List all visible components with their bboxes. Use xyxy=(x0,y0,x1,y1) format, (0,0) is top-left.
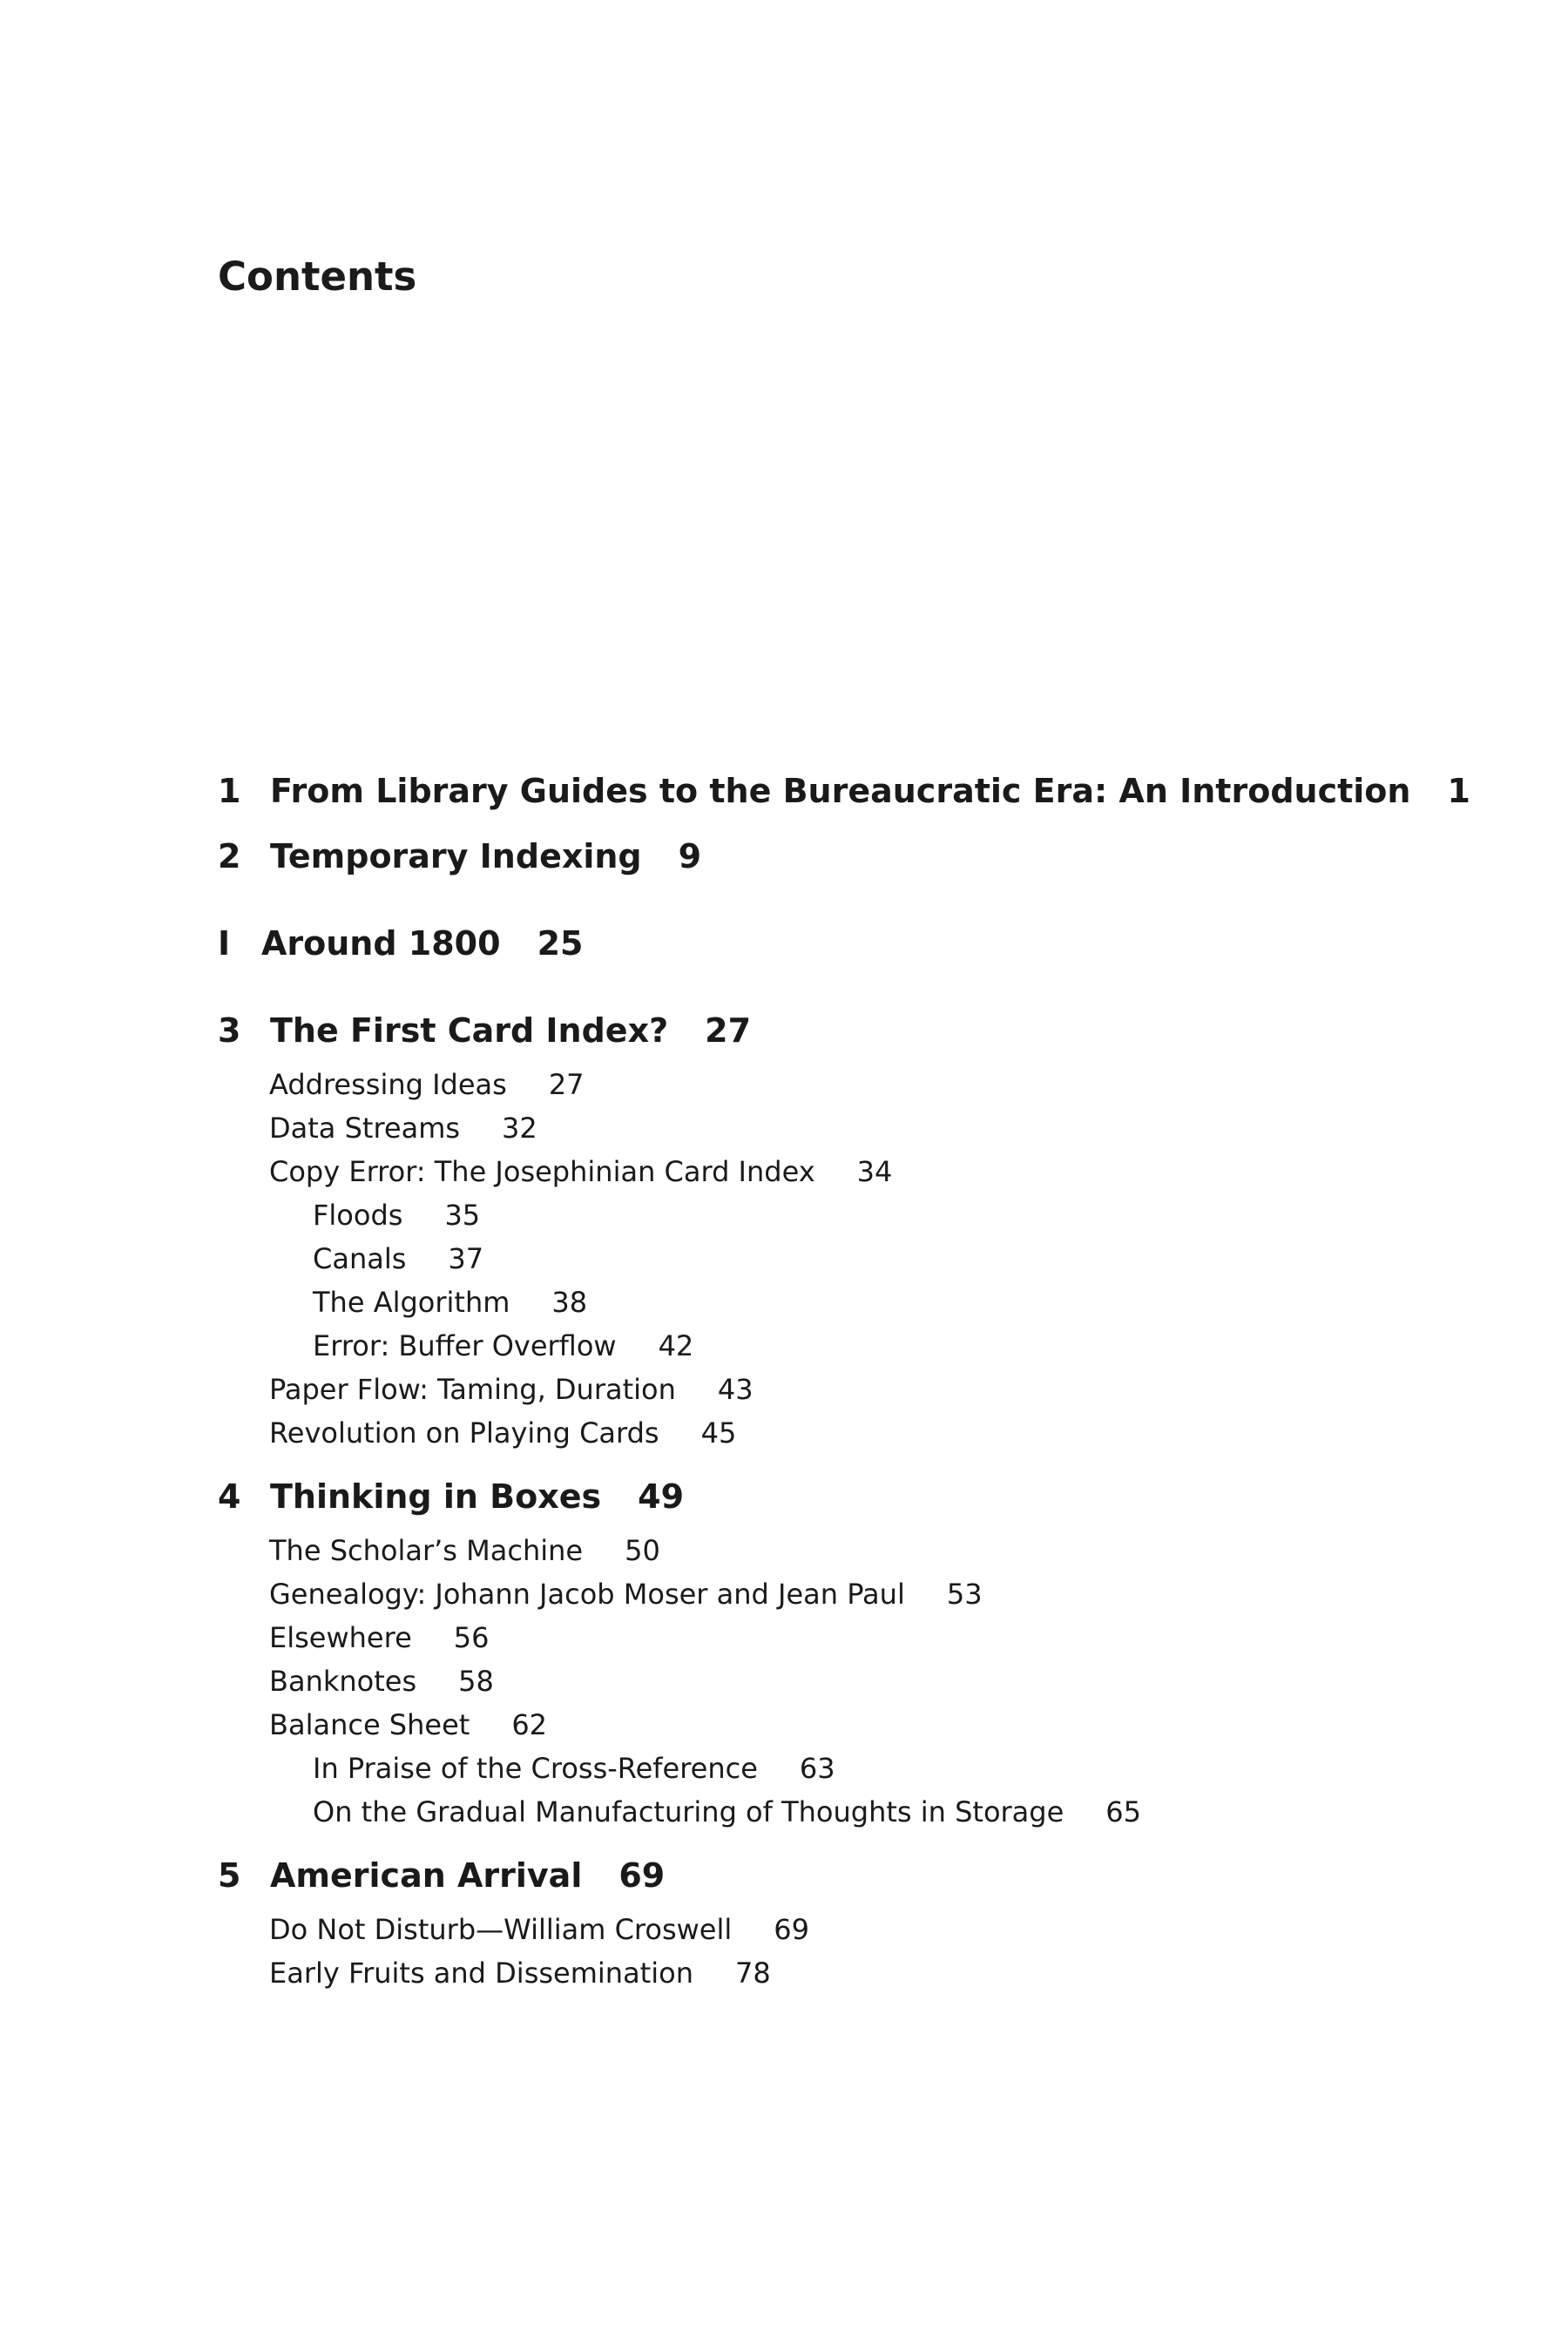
page-number: 62 xyxy=(511,1708,548,1741)
toc-chapter-5[interactable] xyxy=(218,1854,665,1897)
toc-subsection[interactable] xyxy=(313,1793,1141,1831)
section-title: Revolution on Playing Cards xyxy=(269,1416,659,1450)
page-number: 78 xyxy=(734,1957,771,1990)
subsection-title: Floods xyxy=(313,1199,403,1232)
page-number: 50 xyxy=(625,1534,660,1567)
section-title: Genealogy: Johann Jacob Moser and Jean Paul xyxy=(269,1578,905,1611)
toc-chapter-1[interactable] xyxy=(218,769,1470,813)
section-title: The Scholar’s Machine xyxy=(269,1534,584,1567)
chapter-number: 4 xyxy=(218,1477,241,1516)
page-number: 49 xyxy=(638,1477,685,1516)
toc-section[interactable] xyxy=(269,1619,489,1657)
section-title: Elsewhere xyxy=(269,1621,412,1654)
page-number: 69 xyxy=(774,1913,809,1946)
page-number: 25 xyxy=(537,924,584,963)
subsection-title: Error: Buffer Overflow xyxy=(313,1329,617,1362)
subsection-title: In Praise of the Cross-Reference xyxy=(313,1752,758,1785)
section-title: Balance Sheet xyxy=(269,1708,470,1741)
subsection-title: On the Gradual Manufacturing of Thoughts in Storage xyxy=(313,1795,1064,1828)
toc-subsection[interactable] xyxy=(313,1749,835,1788)
toc-section[interactable] xyxy=(269,1109,537,1147)
subsection-title: The Algorithm xyxy=(313,1286,510,1319)
part-number: I xyxy=(218,924,231,963)
page-number: 56 xyxy=(453,1621,490,1654)
toc-section[interactable] xyxy=(269,1531,660,1570)
chapter-number: 5 xyxy=(218,1856,241,1895)
toc-chapter-4[interactable] xyxy=(218,1475,684,1518)
page-number: 38 xyxy=(551,1286,588,1319)
page-number: 43 xyxy=(717,1373,754,1406)
part-title: Around 1800 xyxy=(261,924,501,963)
chapter-number: 1 xyxy=(218,772,241,810)
section-title: Addressing Ideas xyxy=(269,1068,507,1101)
page-number: 9 xyxy=(678,837,702,875)
page-number: 1 xyxy=(1447,772,1470,810)
page-number: 27 xyxy=(705,1011,752,1050)
section-title: Data Streams xyxy=(269,1112,461,1145)
section-title: Banknotes xyxy=(269,1665,417,1698)
section-title: Do Not Disturb—William Croswell xyxy=(269,1913,733,1946)
toc-section[interactable] xyxy=(269,1910,809,1949)
chapter-title: From Library Guides to the Bureaucratic Era: An Introduction xyxy=(270,772,1411,810)
page-number: 53 xyxy=(946,1578,983,1611)
toc-chapter-2[interactable] xyxy=(218,835,701,878)
section-title: Early Fruits and Dissemination xyxy=(269,1957,693,1990)
toc-section[interactable] xyxy=(269,1414,736,1452)
page-number: 58 xyxy=(458,1665,494,1698)
page-number: 34 xyxy=(856,1155,893,1188)
subsection-title: Canals xyxy=(313,1242,407,1275)
chapter-title: Thinking in Boxes xyxy=(270,1477,602,1516)
toc-section[interactable] xyxy=(269,1575,983,1613)
chapter-title: The First Card Index? xyxy=(270,1011,669,1050)
chapter-title: Temporary Indexing xyxy=(270,837,642,875)
page-number: 42 xyxy=(658,1329,694,1362)
chapter-number: 3 xyxy=(218,1011,241,1050)
toc-subsection[interactable] xyxy=(313,1283,587,1321)
toc-subsection[interactable] xyxy=(313,1196,480,1234)
toc-subsection[interactable] xyxy=(313,1240,483,1278)
page-number: 27 xyxy=(548,1068,585,1101)
page-number: 63 xyxy=(799,1752,835,1785)
page-number: 32 xyxy=(502,1112,537,1145)
toc-subsection[interactable] xyxy=(313,1327,693,1365)
section-title: Paper Flow: Taming, Duration xyxy=(269,1373,676,1406)
page-number: 45 xyxy=(700,1416,737,1450)
page-number: 69 xyxy=(618,1856,666,1895)
toc-section[interactable] xyxy=(269,1706,547,1744)
toc-part-1[interactable] xyxy=(218,922,583,965)
page-number: 65 xyxy=(1105,1795,1141,1828)
toc-section[interactable] xyxy=(269,1954,771,1992)
toc-section[interactable] xyxy=(269,1065,585,1104)
page-number: 35 xyxy=(444,1199,481,1232)
chapter-title: American Arrival xyxy=(270,1856,583,1895)
chapter-number: 2 xyxy=(218,837,241,875)
toc-section[interactable] xyxy=(269,1662,494,1700)
toc-chapter-3[interactable] xyxy=(218,1009,751,1052)
section-title: Copy Error: The Josephinian Card Index xyxy=(269,1155,815,1188)
page-number: 37 xyxy=(448,1242,484,1275)
toc-section[interactable] xyxy=(269,1370,754,1409)
page-title: Contents xyxy=(218,253,417,300)
toc-section[interactable] xyxy=(269,1152,892,1191)
